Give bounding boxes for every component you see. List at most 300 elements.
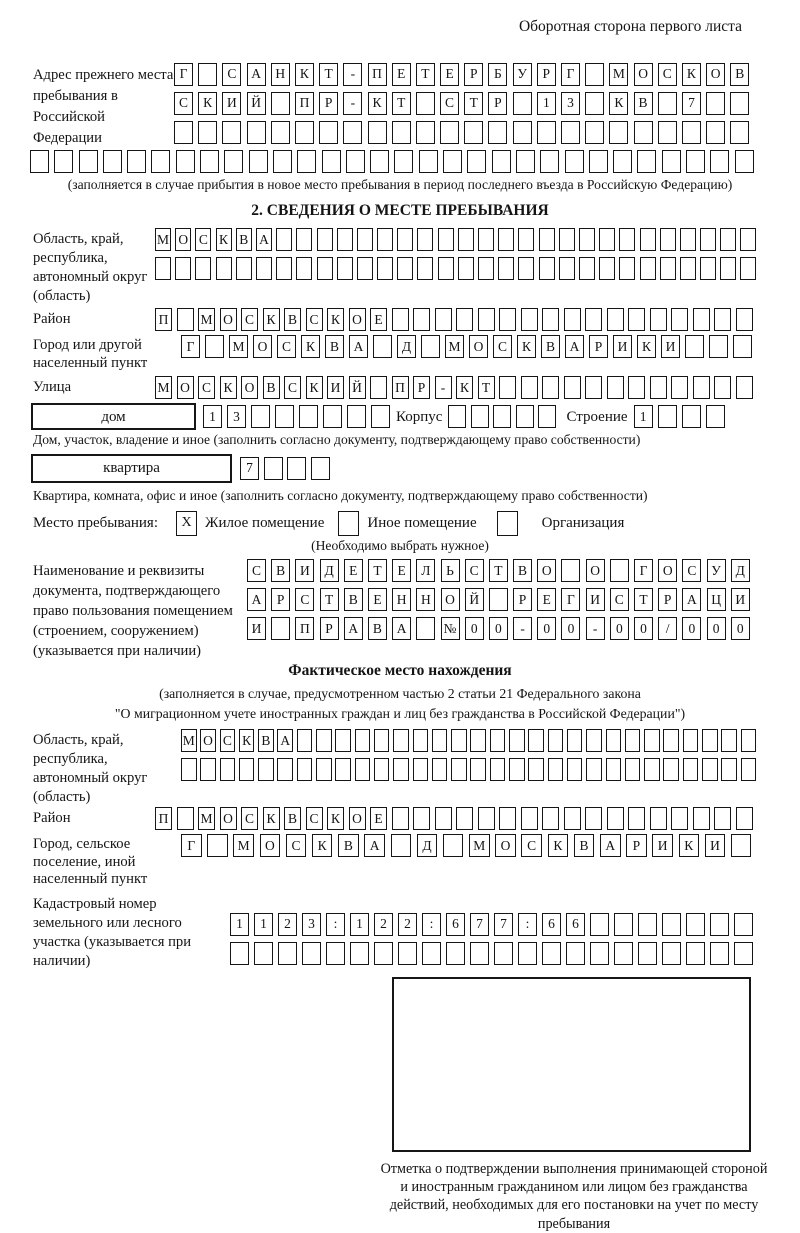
char-cell bbox=[322, 150, 341, 173]
stay-type-label: Место пребывания: bbox=[33, 515, 158, 532]
char-cell bbox=[413, 758, 429, 781]
char-cell: : bbox=[326, 913, 345, 936]
char-cell: 0 bbox=[610, 617, 629, 640]
char-cell bbox=[220, 758, 236, 781]
char-cell: С bbox=[241, 308, 258, 331]
char-cell: Д bbox=[731, 559, 750, 582]
house-box: дом bbox=[31, 403, 196, 430]
char-cell: С bbox=[295, 588, 314, 611]
char-cell bbox=[640, 228, 656, 251]
char-cell: В bbox=[271, 559, 290, 582]
char-cell: Т bbox=[478, 376, 495, 399]
char-cell: 0 bbox=[634, 617, 653, 640]
char-cell bbox=[741, 758, 757, 781]
char-cell: О bbox=[349, 807, 366, 830]
char-cell bbox=[720, 257, 736, 280]
region-row-1 bbox=[155, 228, 756, 251]
char-cell: Р bbox=[320, 617, 339, 640]
char-cell: И bbox=[705, 834, 726, 857]
char-cell bbox=[413, 729, 429, 752]
char-cell: Т bbox=[392, 92, 411, 115]
char-cell bbox=[493, 405, 511, 428]
char-cell: В bbox=[284, 308, 301, 331]
char-cell bbox=[607, 807, 624, 830]
char-cell bbox=[542, 308, 559, 331]
char-cell: Р bbox=[319, 92, 338, 115]
char-cell: П bbox=[295, 92, 314, 115]
char-cell: В bbox=[236, 228, 252, 251]
char-cell: О bbox=[586, 559, 605, 582]
cadastral-row-1 bbox=[230, 913, 753, 936]
char-cell bbox=[585, 308, 602, 331]
char-cell bbox=[319, 121, 338, 144]
char-cell bbox=[438, 228, 454, 251]
char-cell bbox=[579, 257, 595, 280]
street-label: Улица bbox=[33, 379, 72, 396]
char-cell bbox=[564, 376, 581, 399]
char-cell: 1 bbox=[634, 405, 653, 428]
char-cell bbox=[735, 150, 754, 173]
char-cell bbox=[736, 376, 753, 399]
char-cell bbox=[561, 121, 580, 144]
char-cell bbox=[714, 308, 731, 331]
char-cell bbox=[316, 758, 332, 781]
char-cell bbox=[590, 942, 609, 965]
char-cell bbox=[323, 405, 342, 428]
actual-city-row bbox=[181, 834, 751, 857]
char-cell bbox=[151, 150, 170, 173]
char-cell: А bbox=[247, 588, 266, 611]
char-cell: Ь bbox=[441, 559, 460, 582]
char-cell bbox=[456, 807, 473, 830]
char-cell bbox=[740, 257, 756, 280]
char-cell bbox=[470, 758, 486, 781]
char-cell: 1 bbox=[350, 913, 369, 936]
char-cell bbox=[518, 257, 534, 280]
char-cell: К bbox=[609, 92, 628, 115]
char-cell: К bbox=[679, 834, 700, 857]
char-cell bbox=[721, 729, 737, 752]
char-cell bbox=[478, 807, 495, 830]
prev-address-rows bbox=[174, 63, 749, 150]
char-cell: Р bbox=[413, 376, 430, 399]
char-cell bbox=[471, 405, 489, 428]
char-cell: - bbox=[343, 92, 362, 115]
char-cell: Й bbox=[349, 376, 366, 399]
char-cell bbox=[565, 150, 584, 173]
char-cell bbox=[671, 807, 688, 830]
char-cell: С bbox=[174, 92, 193, 115]
char-cell: К bbox=[517, 335, 536, 358]
char-cell bbox=[734, 942, 753, 965]
char-cell: С bbox=[241, 807, 258, 830]
region-row-2 bbox=[155, 257, 756, 280]
char-cell: 7 bbox=[494, 913, 513, 936]
char-cell bbox=[198, 121, 217, 144]
apartment-caption: Квартира, комната, офис и иное (заполнить согласно документу, подтверждающему право собственности) bbox=[33, 487, 648, 503]
char-cell bbox=[458, 228, 474, 251]
char-cell bbox=[224, 150, 243, 173]
city-row bbox=[181, 335, 752, 358]
char-cell bbox=[516, 405, 534, 428]
char-cell bbox=[682, 121, 701, 144]
char-cell bbox=[589, 150, 608, 173]
char-cell bbox=[586, 729, 602, 752]
char-cell bbox=[518, 228, 534, 251]
char-cell bbox=[613, 150, 632, 173]
char-cell bbox=[258, 758, 274, 781]
char-cell bbox=[513, 121, 532, 144]
char-cell: 7 bbox=[470, 913, 489, 936]
char-cell bbox=[393, 758, 409, 781]
char-cell: Г bbox=[181, 834, 202, 857]
char-cell: 0 bbox=[561, 617, 580, 640]
char-cell bbox=[731, 834, 752, 857]
char-cell bbox=[700, 257, 716, 280]
char-cell bbox=[251, 405, 270, 428]
char-cell: 3 bbox=[561, 92, 580, 115]
char-cell: О bbox=[441, 588, 460, 611]
document-block bbox=[33, 559, 800, 661]
char-cell bbox=[470, 729, 486, 752]
char-cell bbox=[287, 457, 306, 480]
char-cell: - bbox=[343, 63, 362, 86]
char-cell bbox=[417, 257, 433, 280]
char-cell bbox=[295, 121, 314, 144]
char-cell bbox=[277, 758, 293, 781]
char-cell bbox=[637, 150, 656, 173]
char-cell bbox=[720, 228, 736, 251]
char-cell bbox=[548, 729, 564, 752]
char-cell: К bbox=[263, 807, 280, 830]
char-cell: С bbox=[682, 559, 701, 582]
char-cell bbox=[357, 228, 373, 251]
char-cell bbox=[736, 308, 753, 331]
char-cell bbox=[566, 942, 585, 965]
char-cell: 6 bbox=[566, 913, 585, 936]
char-cell bbox=[663, 729, 679, 752]
char-cell bbox=[702, 758, 718, 781]
cadastral-block bbox=[33, 893, 800, 971]
char-cell bbox=[377, 228, 393, 251]
char-cell: А bbox=[364, 834, 385, 857]
char-cell: И bbox=[586, 588, 605, 611]
char-cell: 7 bbox=[240, 457, 259, 480]
char-cell: Й bbox=[247, 92, 266, 115]
char-cell: 6 bbox=[446, 913, 465, 936]
prev-address-row-2 bbox=[174, 92, 749, 115]
char-cell: К bbox=[198, 92, 217, 115]
char-cell bbox=[650, 308, 667, 331]
char-cell: Н bbox=[271, 63, 290, 86]
char-cell bbox=[736, 807, 753, 830]
actual-city-label: Город, сельское поселение, иной населенный пункт bbox=[33, 836, 148, 888]
char-cell bbox=[644, 758, 660, 781]
char-cell: - bbox=[513, 617, 532, 640]
char-cell bbox=[127, 150, 146, 173]
char-cell bbox=[625, 729, 641, 752]
city-block bbox=[33, 335, 800, 372]
char-cell bbox=[662, 150, 681, 173]
char-cell: Г bbox=[181, 335, 200, 358]
char-cell bbox=[564, 308, 581, 331]
char-cell bbox=[297, 150, 316, 173]
char-cell: М bbox=[198, 308, 215, 331]
char-cell: А bbox=[247, 63, 266, 86]
char-cell bbox=[710, 942, 729, 965]
char-cell bbox=[585, 63, 604, 86]
char-cell: В bbox=[325, 335, 344, 358]
char-cell bbox=[638, 942, 657, 965]
char-cell bbox=[421, 335, 440, 358]
char-cell bbox=[490, 758, 506, 781]
char-cell: Е bbox=[368, 588, 387, 611]
char-cell bbox=[397, 257, 413, 280]
char-cell bbox=[302, 942, 321, 965]
char-cell bbox=[103, 150, 122, 173]
char-cell bbox=[207, 834, 228, 857]
char-cell: Т bbox=[368, 559, 387, 582]
char-cell: В bbox=[338, 834, 359, 857]
char-cell: П bbox=[368, 63, 387, 86]
char-cell: 0 bbox=[489, 617, 508, 640]
char-cell: У bbox=[513, 63, 532, 86]
char-cell bbox=[634, 121, 653, 144]
section2-title: 2. СВЕДЕНИЯ О МЕСТЕ ПРЕБЫВАНИЯ bbox=[251, 202, 549, 220]
char-cell: Р bbox=[537, 63, 556, 86]
char-cell: : bbox=[422, 913, 441, 936]
char-cell: В bbox=[284, 807, 301, 830]
char-cell bbox=[671, 308, 688, 331]
region-label: Область, край, республика, автономный округ (область) bbox=[33, 231, 148, 305]
actual-district-label: Район bbox=[33, 810, 71, 827]
char-cell bbox=[607, 376, 624, 399]
char-cell: В bbox=[730, 63, 749, 86]
char-cell bbox=[537, 121, 556, 144]
char-cell: В bbox=[344, 588, 363, 611]
char-cell bbox=[662, 913, 681, 936]
char-cell: Л bbox=[416, 559, 435, 582]
char-cell: 0 bbox=[731, 617, 750, 640]
char-cell bbox=[236, 257, 252, 280]
char-cell bbox=[658, 121, 677, 144]
cadastral-row-2 bbox=[230, 942, 753, 965]
char-cell bbox=[355, 758, 371, 781]
char-cell: Р bbox=[464, 63, 483, 86]
char-cell: М bbox=[609, 63, 628, 86]
char-cell: И bbox=[327, 376, 344, 399]
char-cell: Р bbox=[271, 588, 290, 611]
char-cell bbox=[683, 758, 699, 781]
char-cell bbox=[392, 807, 409, 830]
char-cell bbox=[195, 257, 211, 280]
char-cell: С bbox=[284, 376, 301, 399]
char-cell: Д bbox=[397, 335, 416, 358]
char-cell bbox=[413, 308, 430, 331]
char-cell bbox=[370, 150, 389, 173]
char-cell bbox=[609, 121, 628, 144]
char-cell bbox=[614, 913, 633, 936]
char-cell bbox=[317, 257, 333, 280]
document-row-1 bbox=[247, 559, 750, 582]
char-cell: Г bbox=[561, 63, 580, 86]
char-cell: М bbox=[233, 834, 254, 857]
street-row bbox=[155, 376, 753, 399]
checkbox-other-premises bbox=[338, 511, 359, 536]
char-cell bbox=[435, 807, 452, 830]
char-cell bbox=[239, 758, 255, 781]
char-cell bbox=[177, 308, 194, 331]
document-label: Наименование и реквизиты документа, подтверждающего право пользования помещением (строением, сооружением) (указывается при наличии) bbox=[33, 563, 233, 660]
char-cell bbox=[464, 121, 483, 144]
city-label: Город или другой населенный пункт bbox=[33, 337, 148, 371]
apartment-box: квартира bbox=[31, 454, 232, 483]
char-cell: В bbox=[368, 617, 387, 640]
char-cell: С bbox=[286, 834, 307, 857]
char-cell bbox=[357, 257, 373, 280]
char-cell: Р bbox=[513, 588, 532, 611]
char-cell bbox=[702, 729, 718, 752]
char-cell bbox=[539, 257, 555, 280]
char-cell bbox=[337, 228, 353, 251]
char-cell: 1 bbox=[254, 913, 273, 936]
char-cell bbox=[416, 121, 435, 144]
char-cell: К bbox=[295, 63, 314, 86]
char-cell: И bbox=[661, 335, 680, 358]
char-cell bbox=[343, 121, 362, 144]
char-cell bbox=[516, 150, 535, 173]
char-cell: И bbox=[222, 92, 241, 115]
char-cell: К bbox=[637, 335, 656, 358]
char-cell bbox=[494, 942, 513, 965]
stroenie-label: Строение bbox=[566, 408, 628, 425]
char-cell bbox=[710, 913, 729, 936]
char-cell bbox=[478, 257, 494, 280]
char-cell bbox=[335, 729, 351, 752]
char-cell bbox=[177, 807, 194, 830]
char-cell: К bbox=[216, 228, 232, 251]
char-cell: А bbox=[682, 588, 701, 611]
char-cell bbox=[200, 150, 219, 173]
char-cell bbox=[660, 257, 676, 280]
char-cell bbox=[650, 807, 667, 830]
prev-address-block bbox=[33, 63, 800, 150]
char-cell bbox=[347, 405, 366, 428]
char-cell bbox=[276, 228, 292, 251]
char-cell: / bbox=[658, 617, 677, 640]
char-cell: А bbox=[565, 335, 584, 358]
stamp-box bbox=[392, 977, 751, 1152]
char-cell: С bbox=[247, 559, 266, 582]
char-cell: У bbox=[707, 559, 726, 582]
char-cell bbox=[686, 150, 705, 173]
char-cell bbox=[326, 942, 345, 965]
char-cell: С bbox=[198, 376, 215, 399]
char-cell bbox=[273, 150, 292, 173]
char-cell: - bbox=[586, 617, 605, 640]
char-cell: 2 bbox=[398, 913, 417, 936]
char-cell: К bbox=[327, 807, 344, 830]
char-cell bbox=[451, 758, 467, 781]
char-cell: Т bbox=[634, 588, 653, 611]
char-cell bbox=[391, 834, 412, 857]
char-cell: В bbox=[258, 729, 274, 752]
char-cell: А bbox=[349, 335, 368, 358]
char-cell: С bbox=[277, 335, 296, 358]
char-cell bbox=[451, 729, 467, 752]
char-cell bbox=[413, 807, 430, 830]
char-cell bbox=[489, 588, 508, 611]
char-cell: П bbox=[392, 376, 409, 399]
char-cell bbox=[561, 559, 580, 582]
char-cell bbox=[297, 729, 313, 752]
char-cell: О bbox=[469, 335, 488, 358]
char-cell: Н bbox=[392, 588, 411, 611]
stay-type-row bbox=[33, 511, 800, 536]
char-cell bbox=[419, 150, 438, 173]
char-cell: 6 bbox=[542, 913, 561, 936]
char-cell: О bbox=[241, 376, 258, 399]
char-cell: 0 bbox=[682, 617, 701, 640]
char-cell: Ц bbox=[707, 588, 726, 611]
char-cell bbox=[467, 150, 486, 173]
char-cell bbox=[200, 758, 216, 781]
char-cell bbox=[316, 729, 332, 752]
char-cell bbox=[499, 807, 516, 830]
char-cell: Е bbox=[392, 63, 411, 86]
char-cell: С bbox=[610, 588, 629, 611]
char-cell: О bbox=[658, 559, 677, 582]
char-cell bbox=[714, 376, 731, 399]
char-cell: И bbox=[652, 834, 673, 857]
char-cell: Е bbox=[440, 63, 459, 86]
char-cell: И bbox=[731, 588, 750, 611]
char-cell bbox=[693, 308, 710, 331]
char-cell: 0 bbox=[707, 617, 726, 640]
char-cell: Д bbox=[417, 834, 438, 857]
char-cell: № bbox=[441, 617, 460, 640]
actual-district-block bbox=[33, 807, 800, 830]
char-cell bbox=[625, 758, 641, 781]
char-cell bbox=[628, 376, 645, 399]
char-cell bbox=[271, 92, 290, 115]
char-cell: В bbox=[574, 834, 595, 857]
char-cell: А bbox=[600, 834, 621, 857]
char-cell: О bbox=[175, 228, 191, 251]
char-cell: В bbox=[513, 559, 532, 582]
char-cell bbox=[640, 257, 656, 280]
apartment-row bbox=[31, 454, 800, 483]
apartment-cells bbox=[240, 457, 330, 480]
char-cell bbox=[658, 405, 677, 428]
actual-region-block bbox=[33, 729, 800, 807]
actual-location-note-2: "О миграционном учете иностранных граждан и лиц без гражданства в Российской Федерации") bbox=[114, 706, 686, 722]
char-cell bbox=[478, 228, 494, 251]
char-cell bbox=[721, 758, 737, 781]
char-cell bbox=[492, 150, 511, 173]
char-cell: И bbox=[247, 617, 266, 640]
char-cell bbox=[422, 942, 441, 965]
char-cell bbox=[579, 228, 595, 251]
char-cell bbox=[276, 257, 292, 280]
char-cell bbox=[499, 308, 516, 331]
char-cell: С bbox=[306, 807, 323, 830]
prev-address-note: (заполняется в случае прибытия в новое место пребывания в период последнего въезда в Российскую Федерацию) bbox=[67, 176, 733, 192]
char-cell bbox=[374, 758, 390, 781]
char-cell bbox=[271, 121, 290, 144]
char-cell bbox=[370, 376, 387, 399]
char-cell bbox=[662, 942, 681, 965]
